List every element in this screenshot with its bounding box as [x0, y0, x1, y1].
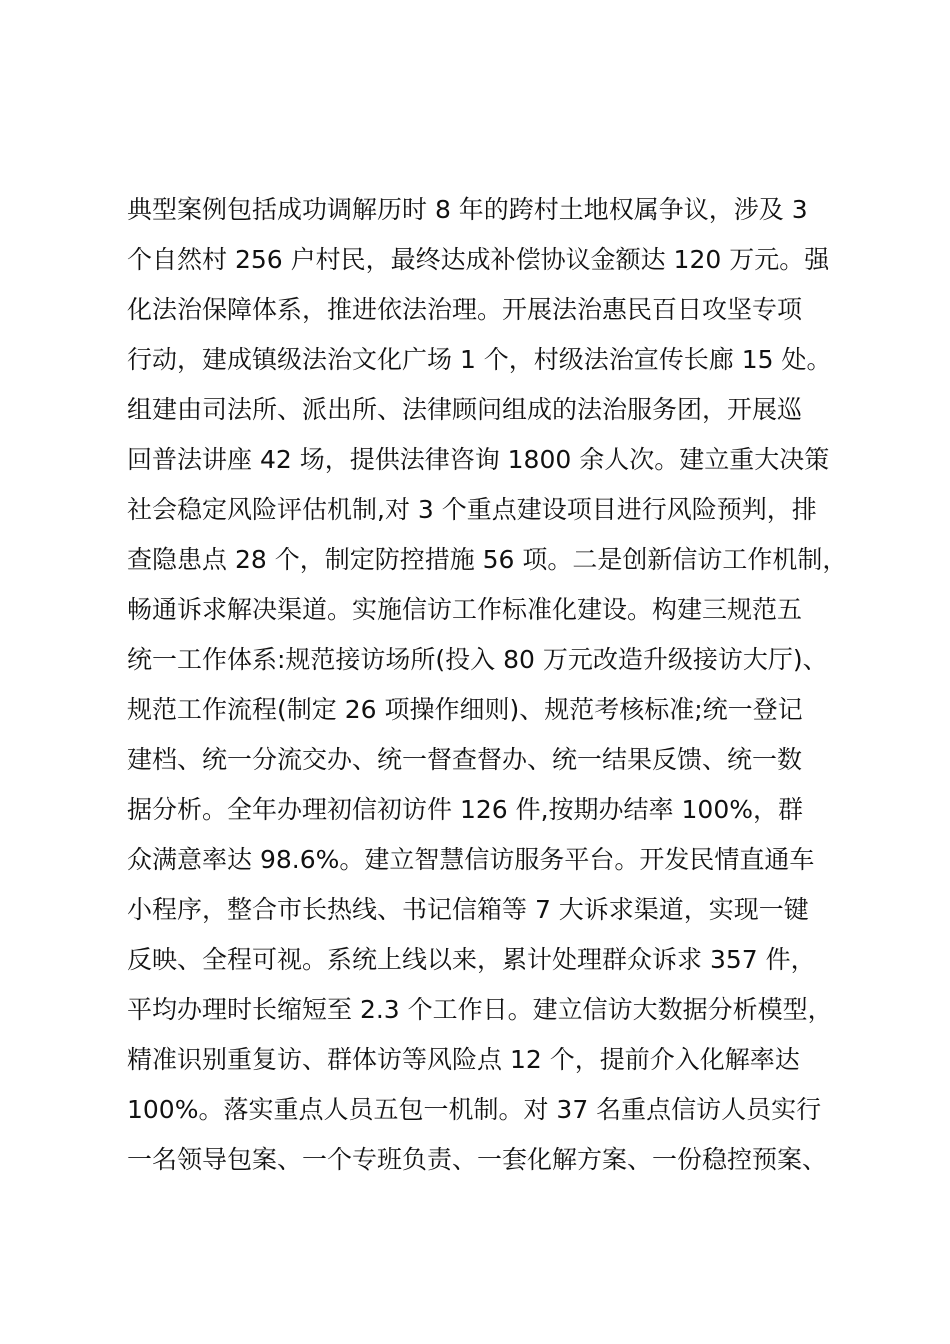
text-line: 100%。落实重点人员五包一机制。对 37 名重点信访人员实行 [127, 1095, 822, 1124]
text-line: 查隐患点 28 个，制定防控措施 56 项。二是创新信访工作机制， [127, 545, 848, 574]
text-line: 行动，建成镇级法治文化广场 1 个，村级法治宣传长廊 15 处。 [127, 345, 832, 374]
text-line: 组建由司法所、派出所、法律顾问组成的法治服务团，开展巡 [127, 395, 803, 424]
text-line: 一名领导包案、一个专班负责、一套化解方案、一份稳控预案、 [127, 1145, 828, 1174]
text-line: 统一工作体系:规范接访场所(投入 80 万元改造升级接访大厅)、 [127, 645, 828, 674]
body-text [127, 180, 867, 1180]
text-line: 回普法讲座 42 场，提供法律咨询 1800 余人次。建立重大决策 [127, 445, 830, 474]
text-line: 平均办理时长缩短至 2.3 个工作日。建立信访大数据分析模型， [127, 995, 833, 1024]
text-line: 畅通诉求解决渠道。实施信访工作标准化建设。构建三规范五 [127, 595, 803, 624]
text-line: 建档、统一分流交办、统一督查督办、统一结果反馈、统一数 [127, 745, 803, 774]
text-line: 据分析。全年办理初信初访件 126 件,按期办结率 100%，群 [127, 795, 803, 824]
text-line: 典型案例包括成功调解历时 8 年的跨村土地权属争议，涉及 3 [127, 195, 808, 224]
text-line: 精准识别重复访、群体访等风险点 12 个，提前介入化解率达 [127, 1045, 800, 1074]
text-line: 化法治保障体系，推进依法治理。开展法治惠民百日攻坚专项 [127, 295, 803, 324]
text-line: 社会稳定风险评估机制,对 3 个重点建设项目进行风险预判，排 [127, 495, 817, 524]
text-line: 反映、全程可视。系统上线以来，累计处理群众诉求 357 件， [127, 945, 816, 974]
text-line: 小程序，整合市长热线、书记信箱等 7 大诉求渠道，实现一键 [127, 895, 809, 924]
text-line: 个自然村 256 户村民，最终达成补偿协议金额达 120 万元。强 [127, 245, 830, 274]
text-line: 众满意率达 98.6%。建立智慧信访服务平台。开发民情直通车 [127, 845, 815, 874]
text-line: 规范工作流程(制定 26 项操作细则)、规范考核标准;统一登记 [127, 695, 803, 724]
